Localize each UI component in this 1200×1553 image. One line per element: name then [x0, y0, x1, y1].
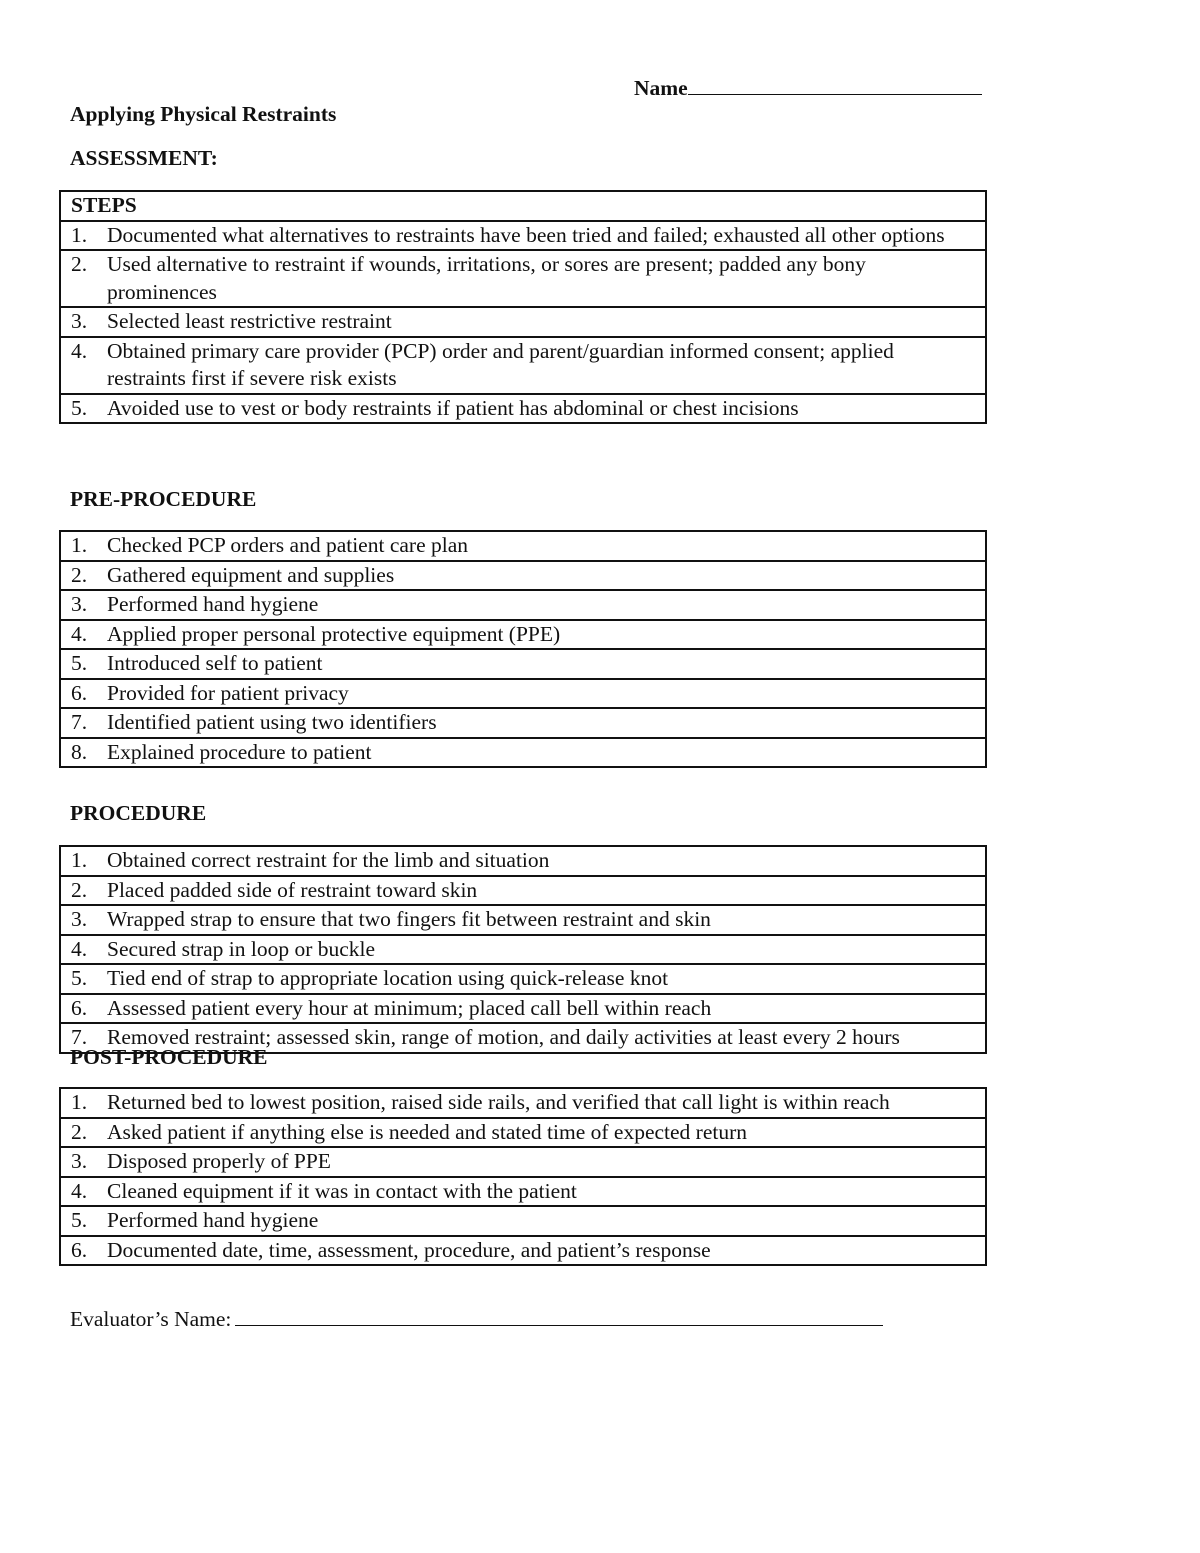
step-cell	[60, 1118, 986, 1148]
step-number: 4.	[71, 1178, 88, 1203]
table-row	[60, 250, 986, 307]
step-number: 1.	[71, 533, 88, 557]
step-text: Placed padded side of restraint toward skin	[107, 877, 478, 902]
table-row	[60, 964, 986, 994]
step-text: Gathered equipment and supplies	[107, 562, 395, 587]
step-number: 1.	[71, 1090, 88, 1114]
table-row	[60, 679, 986, 709]
step-text: Provided for patient privacy	[107, 680, 349, 705]
table-row	[60, 649, 986, 679]
step-number: 6.	[71, 1237, 88, 1262]
table-row	[60, 1236, 986, 1266]
table-row	[60, 994, 986, 1024]
table-row	[60, 1088, 986, 1118]
step-text: Cleaned equipment if it was in contact with the patient	[107, 1178, 577, 1203]
step-text: Disposed properly of PPE	[107, 1149, 331, 1173]
step-cell	[60, 708, 986, 738]
step-text: Identified patient using two identifiers	[107, 710, 437, 734]
step-number: 1.	[71, 222, 88, 247]
table-row	[60, 221, 986, 251]
step-number: 5.	[71, 1208, 88, 1232]
step-text: Removed restraint; assessed skin, range of motion, and daily activities at least every 2 hours	[107, 1025, 900, 1049]
steps-header: STEPS	[71, 193, 137, 217]
table-row	[60, 307, 986, 337]
table-row	[60, 620, 986, 650]
pre-procedure-heading: PRE-PROCEDURE	[70, 487, 257, 511]
table-row	[60, 935, 986, 965]
step-text: Tied end of strap to appropriate location using quick-release knot	[107, 966, 669, 990]
step-cell	[60, 738, 986, 768]
step-text: Avoided use to vest or body restraints if patient has abdominal or chest incisions	[107, 395, 799, 420]
step-cell	[60, 531, 986, 561]
evaluator-field	[70, 1303, 883, 1332]
step-cell	[60, 561, 986, 591]
step-text: Explained procedure to patient	[107, 739, 372, 764]
step-number: 7.	[71, 1025, 88, 1049]
step-cell	[60, 905, 986, 935]
step-number: 3.	[71, 309, 88, 333]
post-procedure-table	[59, 1087, 987, 1266]
step-number: 2.	[71, 1119, 88, 1144]
step-cell	[60, 250, 986, 307]
table-row	[60, 531, 986, 561]
name-blank-line[interactable]	[688, 72, 982, 95]
step-cell	[60, 620, 986, 650]
assessment-table	[59, 190, 987, 424]
document-title: Applying Physical Restraints	[70, 102, 337, 126]
step-number: 6.	[71, 995, 88, 1020]
table-row	[60, 337, 986, 394]
step-number: 1.	[71, 848, 88, 872]
step-cell	[60, 994, 986, 1024]
table-row	[60, 905, 986, 935]
step-number: 2.	[71, 562, 88, 587]
step-text: Asked patient if anything else is needed and stated time of expected return	[107, 1119, 748, 1144]
pre-procedure-table	[59, 530, 987, 768]
step-text: Performed hand hygiene	[107, 1208, 319, 1232]
step-cell	[60, 394, 986, 424]
step-text: Used alternative to restraint if wounds, irritations, or sores are present; padded any bony prominences	[107, 252, 866, 304]
table-row	[60, 1147, 986, 1177]
step-cell	[60, 964, 986, 994]
step-cell	[60, 307, 986, 337]
step-cell	[60, 1088, 986, 1118]
step-cell	[60, 1206, 986, 1236]
procedure-heading: PROCEDURE	[70, 801, 207, 825]
step-number: 3.	[71, 907, 88, 931]
step-text: Obtained correct restraint for the limb and situation	[107, 848, 550, 872]
step-text: Assessed patient every hour at minimum; placed call bell within reach	[107, 995, 712, 1020]
step-text: Documented date, time, assessment, procedure, and patient’s response	[107, 1237, 711, 1262]
table-row	[60, 1118, 986, 1148]
step-cell	[60, 337, 986, 394]
step-text: Checked PCP orders and patient care plan	[107, 533, 469, 557]
table-row	[60, 1177, 986, 1207]
step-number: 5.	[71, 651, 88, 675]
step-cell	[60, 221, 986, 251]
table-row	[60, 876, 986, 906]
evaluator-label: Evaluator’s Name:	[70, 1307, 232, 1331]
step-text: Performed hand hygiene	[107, 592, 319, 616]
step-cell	[60, 1147, 986, 1177]
step-number: 7.	[71, 710, 88, 734]
step-text: Applied proper personal protective equipment (PPE)	[107, 621, 561, 646]
name-label: Name	[634, 76, 688, 100]
step-number: 8.	[71, 739, 88, 764]
step-text: Returned bed to lowest position, raised side rails, and verified that call light is within reach	[107, 1090, 890, 1114]
step-cell	[60, 649, 986, 679]
table-header-row	[60, 191, 986, 221]
step-cell	[60, 1177, 986, 1207]
step-cell	[60, 935, 986, 965]
table-row	[60, 394, 986, 424]
step-text: Obtained primary care provider (PCP) order and parent/guardian informed consent; applied restraints first if severe risk exists	[107, 338, 894, 390]
step-number: 4.	[71, 621, 88, 646]
step-number: 6.	[71, 680, 88, 705]
table-row	[60, 590, 986, 620]
step-number: 5.	[71, 395, 88, 420]
step-cell	[60, 679, 986, 709]
evaluator-blank-line[interactable]	[235, 1303, 883, 1326]
table-row	[60, 1206, 986, 1236]
step-text: Introduced self to patient	[107, 651, 323, 675]
step-text: Selected least restrictive restraint	[107, 309, 392, 333]
step-text: Documented what alternatives to restraints have been tried and failed; exhausted all other options	[107, 222, 945, 247]
step-number: 2.	[71, 252, 88, 276]
step-number: 4.	[71, 338, 88, 363]
step-cell	[60, 876, 986, 906]
name-field	[634, 72, 982, 101]
step-number: 2.	[71, 877, 88, 902]
step-cell	[60, 846, 986, 876]
step-number: 4.	[71, 936, 88, 961]
post-procedure-heading: POST-PROCEDURE	[70, 1045, 268, 1069]
step-cell	[60, 1236, 986, 1266]
assessment-heading: ASSESSMENT:	[70, 146, 218, 170]
table-row	[60, 561, 986, 591]
procedure-table	[59, 845, 987, 1054]
step-text: Secured strap in loop or buckle	[107, 936, 376, 961]
step-number: 5.	[71, 966, 88, 990]
table-row	[60, 846, 986, 876]
step-cell	[60, 590, 986, 620]
table-row	[60, 708, 986, 738]
step-text: Wrapped strap to ensure that two fingers fit between restraint and skin	[107, 907, 711, 931]
table-row	[60, 738, 986, 768]
step-number: 3.	[71, 1149, 88, 1173]
step-number: 3.	[71, 592, 88, 616]
